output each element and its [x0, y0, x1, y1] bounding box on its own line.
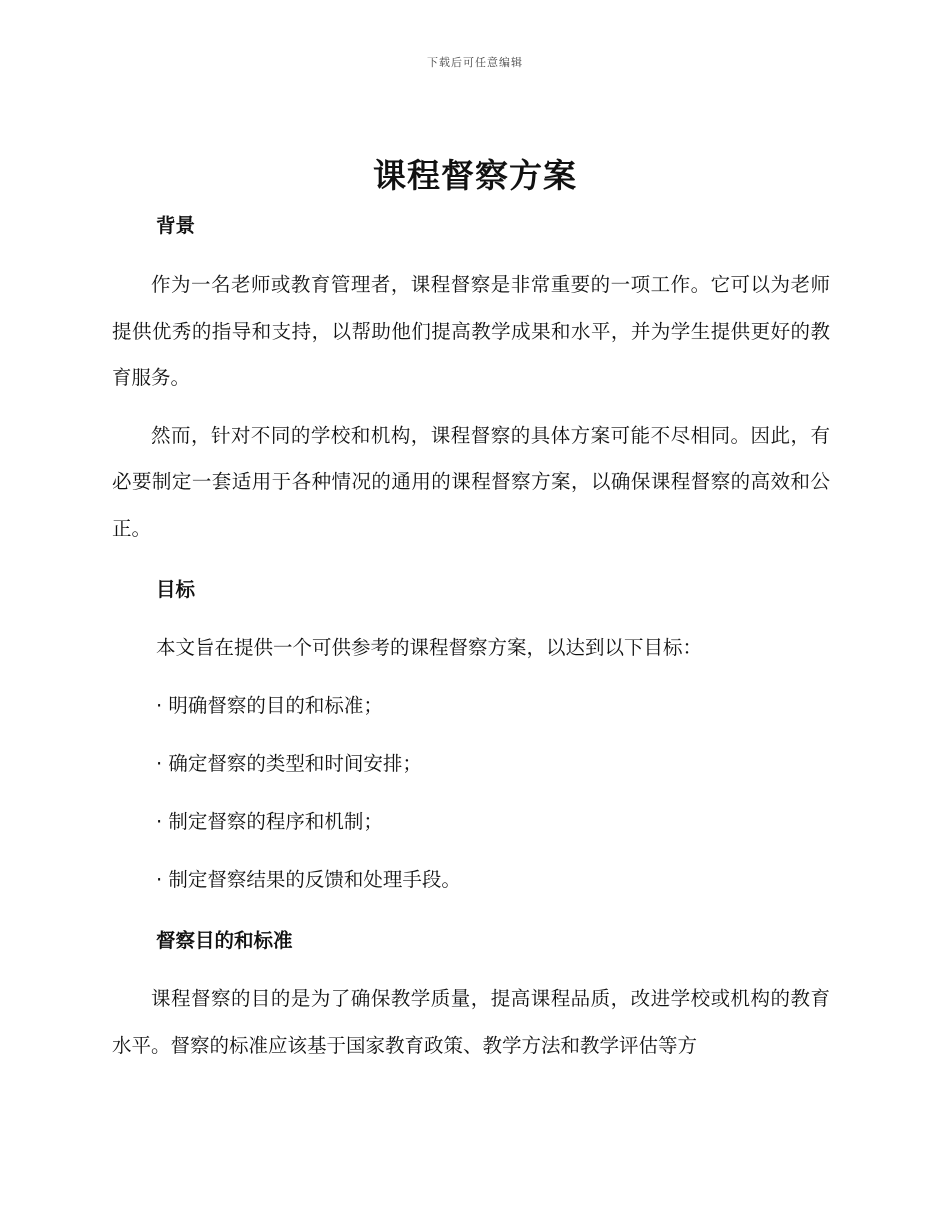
section-heading-background: 背景: [156, 214, 196, 237]
list-item-goal-1: · 明确督察的目的和标准；: [156, 694, 383, 717]
document-title: 课程督察方案: [373, 156, 577, 195]
list-item-goal-2: · 确定督察的类型和时间安排；: [156, 752, 422, 775]
header-note: 下载后可任意编辑: [427, 56, 523, 69]
paragraph-goals-intro: 本文旨在提供一个可供参考的课程督察方案，以达到以下目标：: [156, 636, 703, 659]
document-body: [112, 200, 830, 1069]
paragraph-background-1: 作为一名老师或教育管理者，课程督察是非常重要的一项工作。它可以为老师提供优秀的指导和支持，以帮助他们提高教学成果和水平，并为学生提供更好的教育服务。: [112, 273, 830, 389]
section-heading-goals: 目标: [156, 578, 196, 601]
paragraph-standards: 课程督察的目的是为了确保教学质量，提高课程品质，改进学校或机构的教育水平。督察的标准应该基于国家教育政策、教学方法和教学评估等方: [112, 987, 830, 1057]
list-item-goal-3: · 制定督察的程序和机制；: [156, 810, 383, 833]
section-heading-standards: 督察目的和标准: [156, 929, 293, 952]
paragraph-background-2: 然而，针对不同的学校和机构，课程督察的具体方案可能不尽相同。因此，有必要制定一套适用于各种情况的通用的课程督察方案，以确保课程督察的高效和公正。: [112, 423, 830, 540]
list-item-goal-4: · 制定督察结果的反馈和处理手段。: [156, 868, 461, 891]
